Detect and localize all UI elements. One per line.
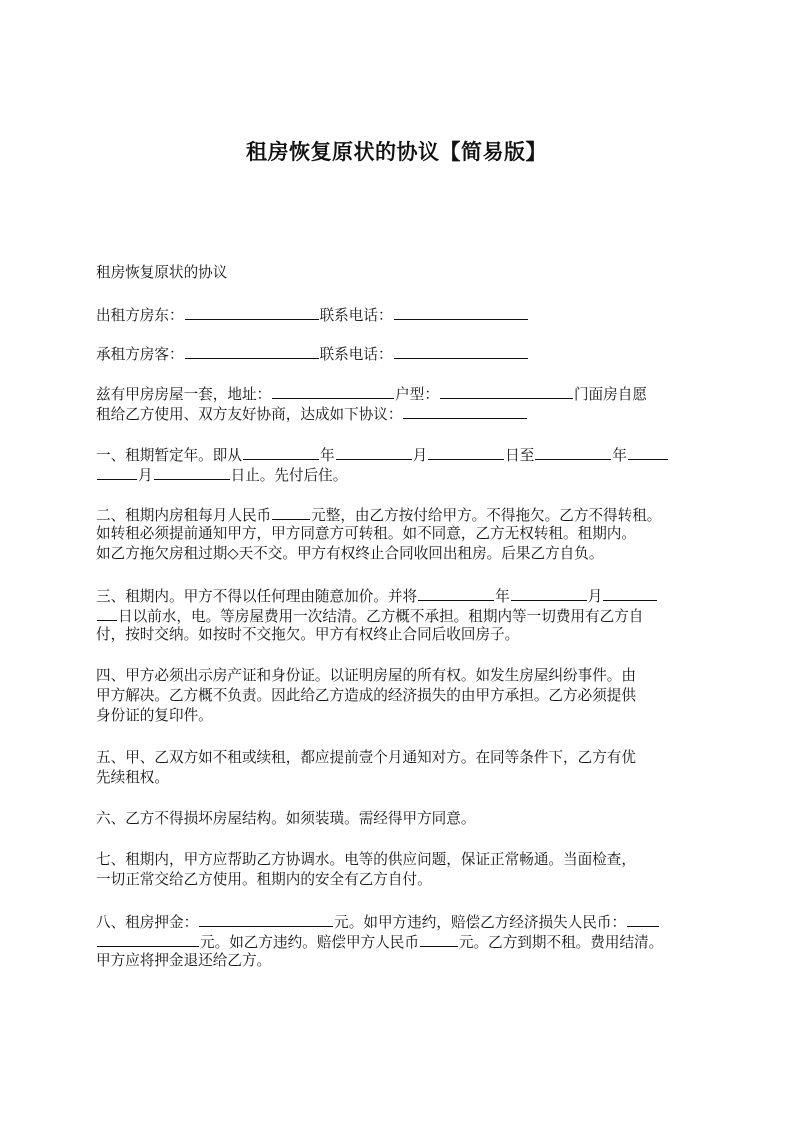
clause1-text-e: 日止。先付后住。 bbox=[230, 467, 348, 484]
unit-type-blank[interactable] bbox=[440, 384, 573, 399]
deposit-blank[interactable] bbox=[199, 912, 333, 927]
clause8-text-d: 元。乙方到期不租。费用结清。 bbox=[458, 934, 664, 951]
landlord-line bbox=[96, 305, 529, 325]
intro-line-2 bbox=[96, 404, 528, 424]
tenant-label: 承租方房客： bbox=[96, 346, 184, 363]
document-title: 租房恢复原状的协议【简易版】 bbox=[246, 140, 547, 164]
document-subtitle: 租房恢复原状的协议 bbox=[96, 264, 228, 281]
clause8-line-2 bbox=[96, 932, 663, 952]
clause1-text-c: 日至 bbox=[505, 447, 535, 464]
tenant-line bbox=[96, 344, 529, 364]
clause1-year-label-2: 年 bbox=[612, 447, 627, 464]
clause8-line-3: 甲方应将押金退还给乙方。 bbox=[96, 952, 272, 969]
address-label: 兹有甲房房屋一套，地址： bbox=[96, 386, 272, 403]
settle-month-blank[interactable] bbox=[511, 586, 587, 601]
address-blank[interactable] bbox=[272, 384, 394, 399]
clause8-line-1 bbox=[96, 912, 660, 932]
settle-day-blank-a[interactable] bbox=[603, 586, 657, 601]
clause3-line-2 bbox=[96, 606, 643, 626]
clause6-line-1: 六、乙方不得损坏房屋结构。如须装璜。需经得甲方同意。 bbox=[96, 810, 476, 827]
clause8-text-c: 元。如乙方违约。赔偿甲方人民币 bbox=[200, 934, 419, 951]
unit-type-label: 户型： bbox=[395, 386, 439, 403]
landlord-penalty-blank-b[interactable] bbox=[97, 932, 199, 947]
end-day-blank[interactable] bbox=[154, 465, 230, 480]
clause1-text-a: 一、租期暂定年。即从 bbox=[96, 447, 242, 464]
clause2-line-2: 如转租必须提前通知甲方，甲方同意方可转租。如不同意，乙方无权转租。租期内。 bbox=[96, 525, 636, 542]
clause3-year-label: 年 bbox=[495, 588, 510, 605]
intro-line-1 bbox=[96, 384, 647, 404]
end-year-blank[interactable] bbox=[535, 445, 611, 460]
clause1-line-2 bbox=[96, 465, 347, 485]
intro-text-c: 门面房自愿 bbox=[573, 386, 647, 403]
end-month-blank-a[interactable] bbox=[628, 445, 668, 460]
clause8-text-a: 八、租房押金： bbox=[96, 914, 199, 931]
clause4-line-3: 身份证的复印件。 bbox=[96, 707, 213, 724]
clause3-line-1 bbox=[96, 586, 658, 606]
start-month-blank[interactable] bbox=[336, 445, 412, 460]
clause8-text-b: 元。如甲方违约，赔偿乙方经济损失人民币： bbox=[334, 914, 627, 931]
settle-day-blank-b[interactable] bbox=[97, 606, 117, 621]
landlord-phone-label: 联系电话： bbox=[319, 307, 393, 324]
tenant-name-blank[interactable] bbox=[185, 344, 319, 359]
clause7-line-2: 一切正常交给乙方使用。租期内的安全有乙方自付。 bbox=[96, 871, 432, 888]
start-year-blank[interactable] bbox=[243, 445, 319, 460]
clause4-line-1: 四、甲方必须出示房产证和身份证。以证明房屋的所有权。如发生房屋纠纷事件。由 bbox=[96, 667, 636, 684]
settle-year-blank[interactable] bbox=[418, 586, 494, 601]
tenant-penalty-blank[interactable] bbox=[420, 932, 458, 947]
monthly-rent-blank[interactable] bbox=[272, 505, 310, 520]
clause2-line-3: 如乙方拖欠房租过期◇天不交。甲方有权终止合同收回出租房。后果乙方自负。 bbox=[96, 545, 604, 562]
clause7-line-1: 七、租期内，甲方应帮助乙方协调水。电等的供应问题，保证正常畅通。当面检查， bbox=[96, 851, 636, 868]
clause2-text-a: 二、租期内房租每月人民币 bbox=[96, 507, 272, 524]
clause3-month-label: 月 bbox=[587, 588, 603, 605]
end-month-blank-b[interactable] bbox=[97, 465, 137, 480]
landlord-label: 出租方房东： bbox=[96, 307, 184, 324]
agreement-blank[interactable] bbox=[403, 404, 527, 419]
clause3-text-a: 三、租期内。甲方不得以任何理由随意加价。并将 bbox=[96, 588, 418, 605]
clause4-line-2: 甲方解决。乙方概不负责。因此给乙方造成的经济损失的由甲方承担。乙方必须提供 bbox=[96, 687, 636, 704]
landlord-penalty-blank-a[interactable] bbox=[627, 912, 659, 927]
clause1-line-1 bbox=[96, 445, 669, 465]
landlord-phone-blank[interactable] bbox=[394, 305, 528, 320]
clause1-month-label: 月 bbox=[412, 447, 428, 464]
clause5-line-1: 五、甲、乙双方如不租或续租，都应提前壹个月通知对方。在同等条件下，乙方有优 bbox=[96, 749, 636, 766]
clause3-line-3: 付，按时交纳。如按时不交拖欠。甲方有权终止合同后收回房子。 bbox=[96, 626, 520, 643]
tenant-phone-blank[interactable] bbox=[394, 344, 528, 359]
clause3-text-b: 日以前水，电。等房屋费用一次结清。乙方概不承担。租期内等一切费用有乙方自 bbox=[118, 608, 644, 625]
clause5-line-2: 先续租权。 bbox=[96, 769, 169, 786]
clause2-text-b: 元整，由乙方按付给甲方。不得拖欠。乙方不得转租。 bbox=[311, 507, 662, 524]
start-day-blank[interactable] bbox=[428, 445, 504, 460]
clause2-line-1 bbox=[96, 505, 661, 525]
landlord-name-blank[interactable] bbox=[185, 305, 319, 320]
tenant-phone-label: 联系电话： bbox=[319, 346, 393, 363]
intro-text-d: 租给乙方使用、双方友好协商，达成如下协议： bbox=[96, 406, 403, 423]
clause1-text-d: 月 bbox=[138, 467, 153, 484]
clause1-year-label: 年 bbox=[319, 447, 335, 464]
